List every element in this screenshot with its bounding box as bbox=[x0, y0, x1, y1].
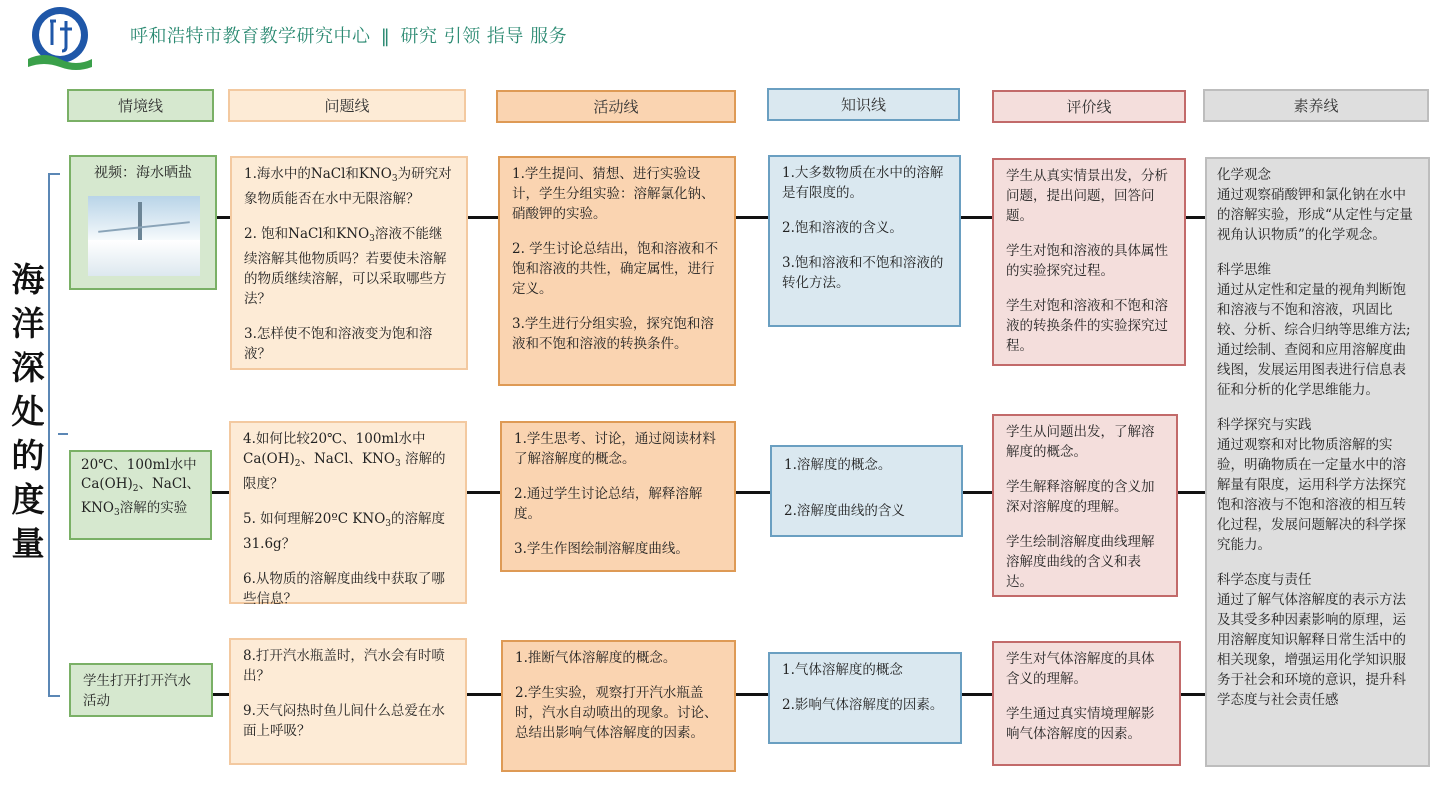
knowledge-item: 1.大多数物质在水中的溶解是有限度的。 bbox=[782, 165, 944, 201]
literacy-item: 化学观念 通过观察硝酸钾和氯化钠在水中的溶解实验，形成“从定性与定量视角认识物质”的化学观念。 bbox=[1217, 167, 1413, 243]
activity-item: 3.学生作图绘制溶解度曲线。 bbox=[514, 541, 689, 557]
activity-box-1 bbox=[498, 156, 736, 386]
question-item: 8.打开汽水瓶盖时，汽水会有时喷出？ bbox=[243, 648, 445, 684]
question-item: 6.从物质的溶解度曲线中获取了哪些信息？ bbox=[243, 571, 445, 607]
activity-item: 1.推断气体溶解度的概念。 bbox=[515, 650, 677, 666]
evaluation-item: 学生从真实情景出发，分析问题，提出问题，回答问题。 bbox=[1006, 168, 1168, 224]
column-header-evaluation: 评价线 bbox=[992, 90, 1186, 123]
evaluation-item: 学生对气体溶解度的具体含义的理解。 bbox=[1006, 651, 1155, 687]
question-box-1 bbox=[230, 156, 468, 370]
activity-box-3 bbox=[501, 640, 736, 772]
evaluation-box-1 bbox=[992, 158, 1186, 366]
activity-item: 3.学生进行分组实验，探究饱和溶液和不饱和溶液的转换条件。 bbox=[512, 316, 714, 352]
evaluation-item: 学生对饱和溶液和不饱和溶液的转换条件的实验探究过程。 bbox=[1006, 298, 1168, 354]
knowledge-item: 1.溶解度的概念。 bbox=[784, 457, 892, 473]
literacy-item: 科学态度与责任 通过了解气体溶解度的表示方法及其受多种因素影响的原理，运用溶解度知识解释日常生活中的相关现象，增强运用化学知识服务于社会和环境的意识，提升科学态度与社会责任感 bbox=[1217, 572, 1406, 708]
question-box-2 bbox=[229, 421, 467, 607]
knowledge-box-1 bbox=[768, 155, 961, 327]
question-item: 2. 饱和NaCl和$KNO_3$溶液不能继续溶解其他物质吗？若要使未溶解的物质继续溶解，可以采取哪些方法？ bbox=[244, 226, 447, 307]
evaluation-item: 学生绘制溶解度曲线理解溶解度曲线的含义和表达。 bbox=[1006, 534, 1155, 590]
evaluation-item: 学生从问题出发，了解溶解度的概念。 bbox=[1006, 424, 1155, 460]
column-header-knowledge: 知识线 bbox=[767, 88, 960, 121]
knowledge-box-3 bbox=[768, 652, 962, 744]
knowledge-item: 2.溶解度曲线的含义 bbox=[784, 503, 905, 519]
org-header bbox=[130, 22, 567, 48]
situation-box-2: 20℃、100ml水中$Ca(OH)_2$、NaCl、$KNO_3$溶解的实验 bbox=[69, 450, 212, 540]
activity-box-2 bbox=[500, 421, 736, 572]
header-separator: ‖ bbox=[380, 26, 391, 47]
theme-title: 海 洋 深 处 的 度 量 bbox=[11, 260, 45, 563]
activity-item: 2. 学生讨论总结出，饱和溶液和不饱和溶液的共性，确定属性，进行定义。 bbox=[512, 241, 719, 297]
evaluation-box-3 bbox=[992, 641, 1181, 766]
org-slogan: 研究 引领 指导 服务 bbox=[400, 26, 568, 47]
column-header-activity: 活动线 bbox=[496, 90, 736, 123]
situation-box-3: 学生打开打开汽水活动 bbox=[69, 663, 213, 717]
activity-item: 2.学生实验，观察打开汽水瓶盖时，汽水自动喷出的现象。讨论、总结出影响气体溶解度的因素。 bbox=[515, 685, 718, 741]
situation-label: 视频：海水晒盐 bbox=[94, 165, 192, 181]
question-item: 9.天气闷热时鱼儿间什么总爱在水面上呼吸？ bbox=[243, 703, 445, 739]
question-item: 3.怎样使不饱和溶液变为饱和溶液？ bbox=[244, 326, 433, 362]
question-item: 4.如何比较20℃、100ml水中$Ca(OH)_2$、NaCl、$KNO_3$ 溶解的限度？ bbox=[243, 431, 446, 492]
knowledge-item: 2.饱和溶液的含义。 bbox=[782, 220, 903, 236]
knowledge-box-2 bbox=[770, 445, 963, 537]
logo-icon bbox=[22, 5, 98, 71]
activity-item: 1.学生提问、猜想、进行实验设计，学生分组实验：溶解氯化钠、硝酸钾的实验。 bbox=[512, 166, 715, 222]
literacy-item: 科学探究与实践 通过观察和对比物质溶解的实验，明确物质在一定量水中的溶解量有限度，运用科学方法探究饱和溶液与不饱和溶液的相互转化过程，发展问题解决的科学探究能力。 bbox=[1217, 417, 1406, 553]
knowledge-item: 2.影响气体溶解度的因素。 bbox=[782, 697, 944, 713]
column-header-situation: 情境线 bbox=[67, 89, 214, 122]
question-item: 5. 如何理解20ºC $KNO_3$的溶解度31.6g？ bbox=[243, 511, 446, 552]
column-header-literacy: 素养线 bbox=[1203, 89, 1429, 122]
activity-item: 1.学生思考、讨论，通过阅读材料了解溶解度的概念。 bbox=[514, 431, 716, 467]
evaluation-item: 学生解释溶解度的含义加深对溶解度的理解。 bbox=[1006, 479, 1155, 515]
org-name: 呼和浩特市教育教学研究中心 bbox=[130, 26, 371, 47]
seawater-salt-video-thumbnail[interactable] bbox=[88, 196, 200, 276]
theme-bracket bbox=[48, 173, 60, 697]
evaluation-item: 学生对饱和溶液的具体属性的实验探究过程。 bbox=[1006, 243, 1168, 279]
knowledge-item: 1.气体溶解度的概念 bbox=[782, 662, 903, 678]
literacy-box bbox=[1205, 157, 1430, 767]
question-box-3 bbox=[229, 638, 467, 765]
knowledge-item: 3.饱和溶液和不饱和溶液的转化方法。 bbox=[782, 255, 944, 291]
evaluation-item: 学生通过真实情境理解影响气体溶解度的因素。 bbox=[1006, 706, 1155, 742]
evaluation-box-2 bbox=[992, 414, 1178, 597]
question-item: 1.海水中的NaCl和$KNO_3$为研究对象物质能否在水中无限溶解？ bbox=[244, 166, 452, 207]
bracket-tick bbox=[58, 433, 68, 435]
activity-item: 2.通过学生讨论总结，解释溶解度。 bbox=[514, 486, 703, 522]
column-header-question: 问题线 bbox=[228, 89, 466, 122]
literacy-item: 科学思维 通过从定性和定量的视角判断饱和溶液与不饱和溶液，巩固比较、分析、综合归纳等思维方法;通过绘制、查阅和应用溶解度曲线图，发展运用图表进行信息表征和分析的化学思维能力。 bbox=[1217, 262, 1411, 398]
